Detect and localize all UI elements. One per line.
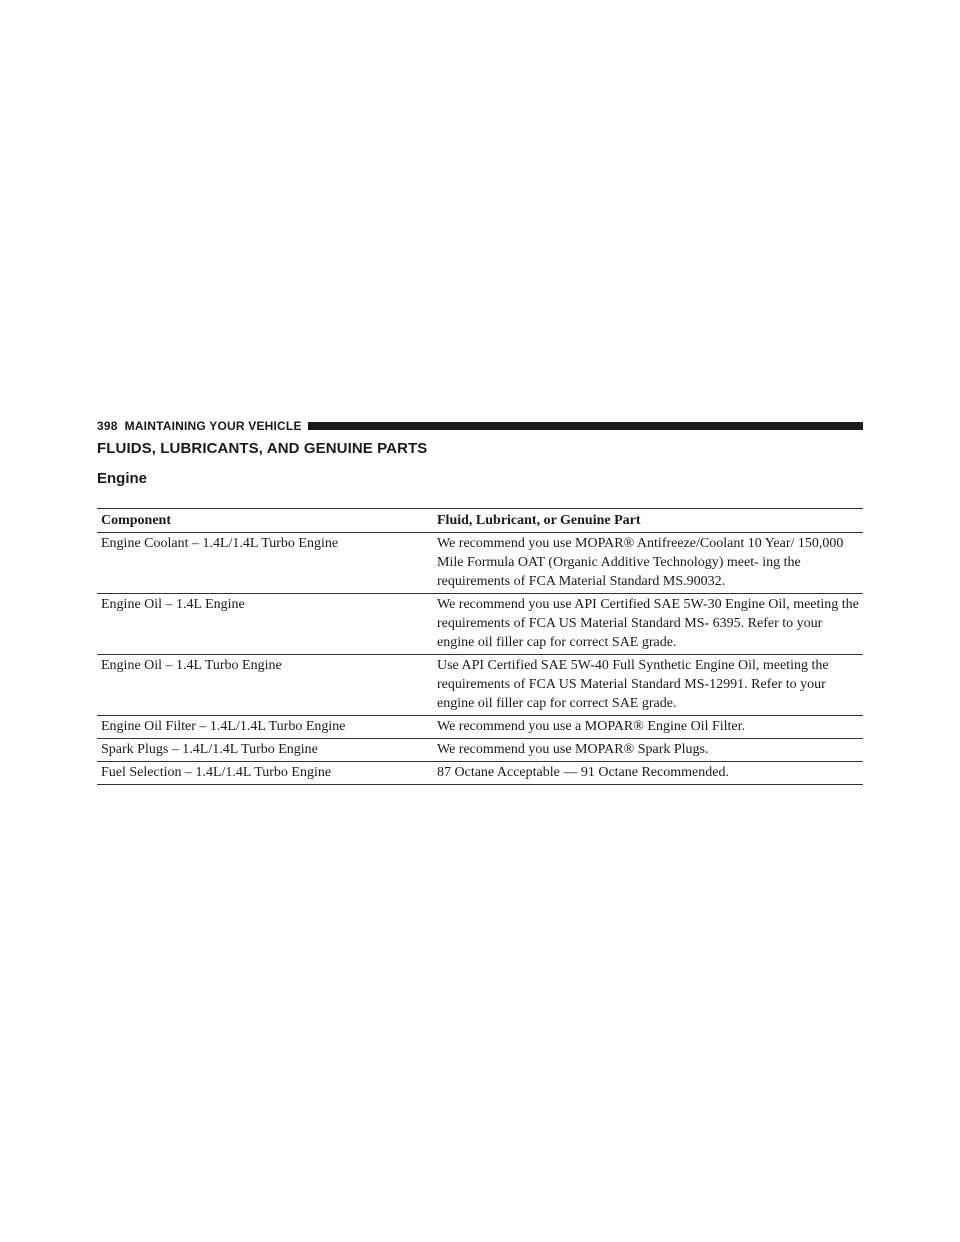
fluids-table — [97, 508, 863, 785]
fluid-cell: We recommend you use MOPAR® Spark Plugs. — [437, 739, 863, 762]
column-header-fluid: Fluid, Lubricant, or Genuine Part — [437, 509, 863, 533]
header-rule — [308, 422, 863, 430]
fluid-cell: We recommend you use API Certified SAE 5W-30 Engine Oil, meeting the requirements of FCA US Material Standard MS- 6395. Refer to your engine oil filler cap for correct SAE grade. — [437, 594, 863, 655]
table-row — [97, 655, 863, 716]
component-cell: Engine Oil Filter – 1.4L/1.4L Turbo Engine — [97, 716, 437, 739]
fluid-cell: Use API Certified SAE 5W-40 Full Synthetic Engine Oil, meeting the requirements of FCA US Material Standard MS-12991. Refer to your engine oil filler cap for correct SAE grade. — [437, 655, 863, 716]
fluid-cell: We recommend you use a MOPAR® Engine Oil Filter. — [437, 716, 863, 739]
page-header — [97, 419, 863, 433]
table-row — [97, 739, 863, 762]
component-cell: Engine Oil – 1.4L Engine — [97, 594, 437, 655]
section-subtitle: Engine — [97, 470, 148, 487]
table-row — [97, 594, 863, 655]
fluid-cell: We recommend you use MOPAR® Antifreeze/Coolant 10 Year/ 150,000 Mile Formula OAT (Organic Additive Technology) meet- ing the requirements of FCA Material Standard MS.90032. — [437, 533, 863, 594]
page-title: FLUIDS, LUBRICANTS, AND GENUINE PARTS — [97, 440, 428, 457]
component-cell: Fuel Selection – 1.4L/1.4L Turbo Engine — [97, 762, 437, 785]
fluid-cell: 87 Octane Acceptable — 91 Octane Recommended. — [437, 762, 863, 785]
column-header-component: Component — [97, 509, 437, 533]
page-number: 398 — [97, 419, 118, 433]
section-name: MAINTAINING YOUR VEHICLE — [124, 419, 302, 433]
table-header-row — [97, 509, 863, 533]
component-cell: Engine Coolant – 1.4L/1.4L Turbo Engine — [97, 533, 437, 594]
component-cell: Engine Oil – 1.4L Turbo Engine — [97, 655, 437, 716]
table-row — [97, 716, 863, 739]
table-row — [97, 533, 863, 594]
table-row — [97, 762, 863, 785]
component-cell: Spark Plugs – 1.4L/1.4L Turbo Engine — [97, 739, 437, 762]
